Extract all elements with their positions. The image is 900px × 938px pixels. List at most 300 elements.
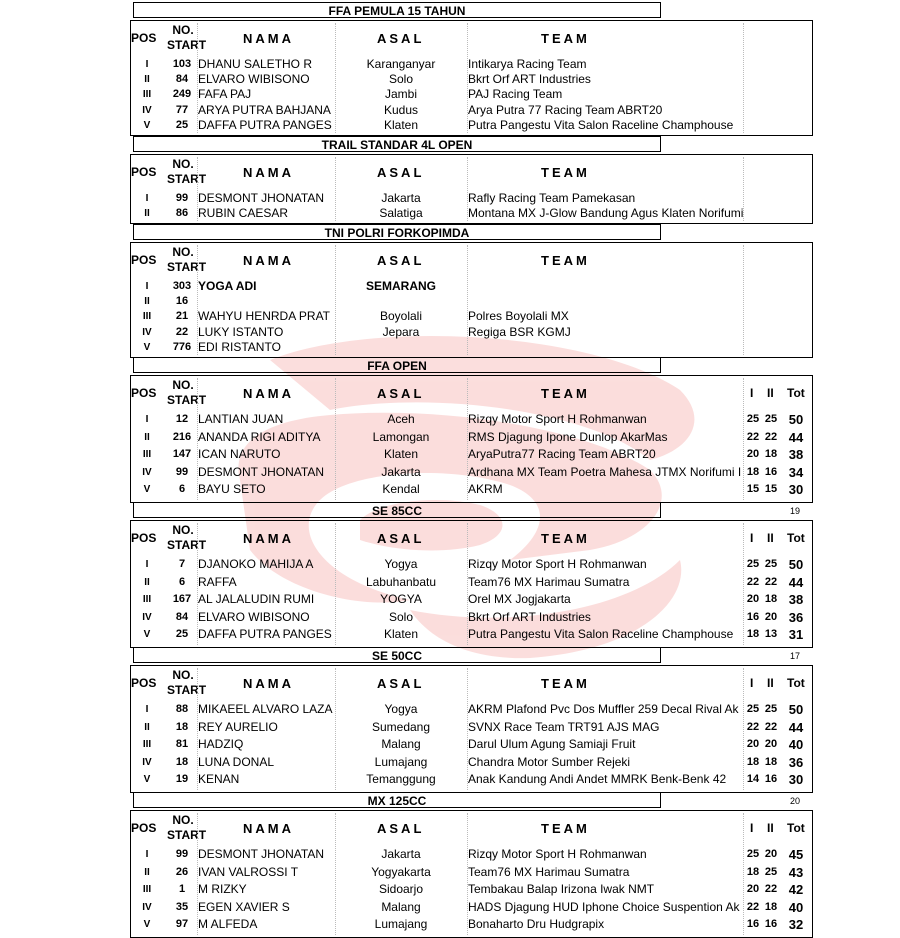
position-cell: III (142, 884, 152, 895)
position-cell: I (145, 704, 149, 715)
position-cell: III (142, 594, 152, 605)
table-row (131, 325, 812, 340)
heat1-score-cell: 14 (746, 773, 760, 785)
total-score-cell: 42 (788, 882, 804, 897)
start-number-cell: 16 (175, 295, 189, 308)
origin-cell: Kudus (383, 102, 419, 117)
origin-cell: Solo (388, 72, 414, 87)
table-row (131, 575, 812, 590)
rider-name-cell: MIKAEEL ALVARO LAZA (198, 702, 333, 716)
position-cell: V (143, 119, 151, 131)
team-cell: Bkrt Orf ART Industries (468, 72, 591, 87)
position-cell: II (144, 866, 150, 878)
origin-cell: Lamongan (372, 429, 430, 444)
col-start-label: START (167, 538, 207, 552)
rider-name-cell: BAYU SETO (198, 482, 266, 496)
position-cell: III (142, 89, 152, 101)
team-cell: Chandra Motor Sumber Rejeki (468, 754, 631, 769)
team-cell: Tembakau Balap Irizona Iwak NMT (468, 882, 655, 896)
col-heat1-header: I (750, 531, 754, 545)
origin-cell: Sumedang (371, 719, 431, 734)
start-number-cell: 97 (175, 918, 189, 930)
col-heat1-header: I (750, 821, 754, 835)
position-cell: II (144, 721, 150, 733)
col-no-label: NO. (172, 23, 194, 37)
heat1-score-cell: 25 (746, 558, 760, 570)
col-heat2-header: II (767, 531, 774, 545)
origin-cell: YOGYA (380, 592, 422, 606)
start-number-cell: 35 (175, 900, 189, 913)
heat2-score-cell: 20 (764, 848, 778, 860)
start-number-cell: 99 (175, 848, 189, 860)
table-row (131, 847, 812, 862)
section-title: SE 50CC (133, 647, 661, 663)
table-row (131, 279, 812, 294)
col-heat1-header: I (750, 676, 754, 690)
origin-cell: Temanggung (366, 772, 436, 786)
heat2-score-cell: 25 (764, 703, 778, 715)
col-asal-header: ASAL (377, 165, 425, 180)
rider-name-cell: RUBIN CAESAR (198, 206, 289, 221)
col-heat2-header: II (767, 821, 774, 835)
origin-cell: Jepara (382, 324, 420, 339)
table-row (131, 720, 812, 735)
table-row (131, 57, 812, 72)
results-table (130, 520, 813, 648)
col-total-header: Tot (787, 676, 805, 690)
heat1-score-cell: 18 (746, 465, 760, 478)
table-row (131, 917, 812, 932)
table-row (131, 191, 812, 206)
team-cell: Arya Putra 77 Racing Team ABRT20 (468, 102, 663, 117)
table-row (131, 702, 812, 717)
heat1-score-cell: 22 (746, 720, 760, 733)
team-cell: Intikarya Racing Team (468, 57, 587, 71)
rider-name-cell: DAFFA PUTRA PANGES (198, 627, 332, 641)
team-cell: HADS Djagung HUD Iphone Choice Suspention Ak (468, 899, 740, 914)
start-number-cell: 21 (175, 310, 189, 323)
table-header (131, 521, 812, 555)
position-cell: IV (142, 756, 152, 768)
start-number-cell: 25 (175, 118, 189, 131)
col-no-label: NO. (172, 523, 194, 537)
start-number-cell: 84 (175, 73, 189, 86)
start-number-cell: 12 (175, 413, 189, 425)
table-row (131, 627, 812, 642)
position-cell: II (144, 576, 150, 588)
position-cell: IV (142, 901, 152, 913)
position-cell: I (145, 849, 149, 860)
start-number-cell: 6 (178, 483, 186, 495)
position-cell: I (145, 559, 149, 570)
heat2-score-cell: 25 (764, 558, 778, 570)
table-row (131, 294, 812, 309)
rider-name-cell: LUKY ISTANTO (198, 324, 284, 339)
heat2-score-cell: 18 (764, 448, 778, 460)
table-row (131, 865, 812, 880)
table-row (131, 465, 812, 480)
col-no-start-header (167, 23, 207, 53)
results-table (130, 810, 813, 938)
start-number-cell: 84 (175, 610, 189, 623)
team-cell: Polres Boyolali MX (468, 309, 569, 324)
team-cell: AryaPutra77 Racing Team ABRT20 (468, 447, 656, 461)
start-number-cell: 18 (175, 720, 189, 733)
heat2-score-cell: 22 (764, 720, 778, 733)
start-number-cell: 26 (175, 865, 189, 878)
table-header (131, 155, 812, 189)
origin-cell: Solo (388, 609, 414, 624)
position-cell: II (144, 296, 150, 308)
col-no-label: NO. (172, 378, 194, 392)
heat1-score-cell: 20 (746, 883, 760, 895)
col-total-header: Tot (787, 531, 805, 545)
team-cell: Rafly Racing Team Pamekasan (468, 191, 636, 205)
start-number-cell: 25 (175, 628, 189, 640)
col-asal-header: ASAL (377, 253, 425, 268)
heat2-score-cell: 18 (764, 900, 778, 913)
col-heat2-header: II (767, 386, 774, 400)
col-asal-header: ASAL (377, 386, 425, 401)
heat1-score-cell: 16 (746, 610, 760, 623)
rider-name-cell: IVAN VALROSSI T (198, 864, 299, 879)
position-cell: II (144, 208, 150, 220)
position-cell: IV (142, 326, 152, 338)
section-count-badge: 19 (790, 506, 801, 516)
rider-name-cell: KENAN (198, 772, 240, 786)
table-row (131, 430, 812, 445)
heat2-score-cell: 25 (764, 413, 778, 425)
position-cell: IV (142, 611, 152, 623)
origin-cell: Malang (381, 737, 421, 751)
col-no-start-header (167, 378, 207, 408)
col-start-label: START (167, 38, 207, 52)
col-start-label: START (167, 828, 207, 842)
section-title: MX 125CC (133, 792, 661, 808)
rider-name-cell: ICAN NARUTO (198, 447, 281, 461)
section-title: FFA OPEN (133, 357, 661, 373)
start-number-cell: 86 (175, 207, 189, 220)
table-row (131, 482, 812, 497)
results-table (130, 242, 813, 358)
col-no-label: NO. (172, 245, 194, 259)
col-start-label: START (167, 683, 207, 697)
heat2-score-cell: 15 (764, 483, 778, 495)
origin-cell: Yogyakarta (371, 864, 431, 879)
total-score-cell: 32 (788, 917, 804, 932)
section-count-badge: 17 (790, 651, 801, 661)
start-number-cell: 1 (178, 883, 186, 895)
heat2-score-cell: 18 (764, 593, 778, 605)
heat2-score-cell: 13 (764, 628, 778, 640)
table-row (131, 87, 812, 102)
col-nama-header: NAMA (243, 821, 294, 836)
rider-name-cell: DHANU SALETHO R (198, 57, 313, 71)
heat1-score-cell: 18 (746, 755, 760, 768)
heat1-score-cell: 15 (746, 483, 760, 495)
col-no-start-header (167, 668, 207, 698)
total-score-cell: 40 (788, 737, 804, 752)
heat2-score-cell: 22 (764, 430, 778, 443)
origin-cell: Malang (381, 899, 421, 914)
total-score-cell: 50 (788, 412, 804, 427)
col-pos-header: POS (131, 676, 157, 690)
col-pos-header: POS (131, 821, 157, 835)
total-score-cell: 34 (788, 464, 804, 480)
table-row (131, 447, 812, 462)
total-score-cell: 45 (788, 847, 804, 862)
col-pos-header: POS (131, 531, 157, 545)
col-nama-header: NAMA (243, 253, 294, 268)
start-number-cell: 216 (172, 430, 192, 443)
rider-name-cell: REY AURELIO (198, 719, 278, 734)
total-score-cell: 31 (788, 627, 804, 642)
position-cell: IV (142, 104, 152, 116)
team-cell: PAJ Racing Team (468, 87, 563, 102)
origin-cell: Klaten (383, 627, 419, 641)
total-score-cell: 44 (788, 574, 804, 590)
start-number-cell: 167 (172, 593, 192, 605)
rider-name-cell: AL JALALUDIN RUMI (198, 592, 315, 606)
col-asal-header: ASAL (377, 31, 425, 46)
col-pos-header: POS (131, 165, 157, 179)
rider-name-cell: EGEN XAVIER S (198, 899, 290, 914)
heat1-score-cell: 22 (746, 430, 760, 443)
start-number-cell: 303 (172, 280, 192, 292)
rider-name-cell: FAFA PAJ (198, 87, 252, 102)
heat2-score-cell: 16 (764, 773, 778, 785)
col-asal-header: ASAL (377, 676, 425, 691)
rider-name-cell: ANANDA RIGI ADITYA (198, 429, 321, 444)
col-pos-header: POS (131, 31, 157, 45)
heat2-score-cell: 16 (764, 465, 778, 478)
section-title: TRAIL STANDAR 4L OPEN (133, 136, 661, 152)
col-nama-header: NAMA (243, 531, 294, 546)
table-header (131, 376, 812, 410)
team-cell: Bkrt Orf ART Industries (468, 609, 591, 624)
position-cell: V (143, 484, 151, 495)
team-cell: Orel MX Jogjakarta (468, 592, 571, 606)
rider-name-cell: RAFFA (198, 574, 237, 589)
col-team-header: TEAM (541, 31, 590, 46)
position-cell: III (142, 449, 152, 460)
origin-cell: Aceh (387, 412, 415, 426)
total-score-cell: 36 (788, 754, 804, 770)
start-number-cell: 77 (175, 103, 189, 116)
table-row (131, 737, 812, 752)
rider-name-cell: EDI RISTANTO (198, 339, 281, 354)
start-number-cell: 18 (175, 755, 189, 768)
col-nama-header: NAMA (243, 31, 294, 46)
position-cell: V (143, 774, 151, 785)
col-team-header: TEAM (541, 386, 590, 401)
origin-cell: Lumajang (374, 917, 428, 931)
origin-cell: Salatiga (379, 206, 423, 221)
team-cell: Regiga BSR KGMJ (468, 324, 571, 339)
table-row (131, 206, 812, 221)
position-cell: III (142, 739, 152, 750)
start-number-cell: 776 (172, 340, 192, 353)
rider-name-cell: ELVARO WIBISONO (198, 72, 310, 87)
table-row (131, 309, 812, 324)
total-score-cell: 50 (788, 702, 804, 717)
heat2-score-cell: 25 (764, 865, 778, 878)
heat2-score-cell: 20 (764, 738, 778, 750)
table-header (131, 243, 812, 277)
team-cell: Darul Ulum Agung Samiaji Fruit (468, 737, 636, 751)
table-row (131, 557, 812, 572)
total-score-cell: 50 (788, 557, 804, 572)
position-cell: I (145, 281, 149, 292)
rider-name-cell: WAHYU HENRDA PRAT (198, 309, 331, 324)
start-number-cell: 6 (178, 575, 186, 588)
rider-name-cell: DAFFA PUTRA PANGES (198, 117, 332, 132)
origin-cell: Karanganyar (366, 57, 436, 71)
section-title: FFA PEMULA 15 TAHUN (133, 2, 661, 18)
position-cell: I (145, 59, 149, 70)
origin-cell: Labuhanbatu (365, 574, 437, 589)
start-number-cell: 81 (175, 738, 189, 750)
heat1-score-cell: 20 (746, 448, 760, 460)
table-row (131, 882, 812, 897)
rider-name-cell: DESMONT JHONATAN (198, 464, 325, 479)
section-count-badge: 20 (790, 796, 801, 806)
heat1-score-cell: 16 (746, 918, 760, 930)
position-cell: II (144, 431, 150, 443)
total-score-cell: 44 (788, 429, 804, 445)
start-number-cell: 7 (178, 558, 186, 570)
col-pos-header: POS (131, 253, 157, 267)
heat1-score-cell: 22 (746, 900, 760, 913)
table-header (131, 21, 812, 55)
team-cell: SVNX Race Team TRT91 AJS MAG (468, 719, 660, 734)
team-cell: Rizqy Motor Sport H Rohmanwan (468, 412, 647, 426)
col-team-header: TEAM (541, 676, 590, 691)
col-asal-header: ASAL (377, 531, 425, 546)
section-title: SE 85CC (133, 502, 661, 518)
heat1-score-cell: 25 (746, 703, 760, 715)
origin-cell: Jambi (384, 87, 417, 102)
team-cell: Ardhana MX Team Poetra Mahesa JTMX Norifumi I (468, 464, 742, 479)
col-no-label: NO. (172, 157, 194, 171)
origin-cell: Klaten (383, 117, 419, 132)
origin-cell: Kendal (382, 482, 420, 496)
team-cell: Rizqy Motor Sport H Rohmanwan (468, 847, 647, 861)
start-number-cell: 99 (175, 192, 189, 204)
heat1-score-cell: 20 (746, 738, 760, 750)
table-header (131, 811, 812, 845)
position-cell: V (143, 919, 151, 930)
col-no-label: NO. (172, 668, 194, 682)
col-team-header: TEAM (541, 821, 590, 836)
heat1-score-cell: 25 (746, 413, 760, 425)
position-cell: V (143, 341, 151, 353)
total-score-cell: 38 (788, 447, 804, 462)
rider-name-cell: YOGA ADI (198, 279, 257, 293)
table-row (131, 103, 812, 118)
col-team-header: TEAM (541, 531, 590, 546)
origin-cell: Lumajang (374, 754, 428, 769)
position-cell: III (142, 311, 152, 323)
col-pos-header: POS (131, 386, 157, 400)
col-no-start-header (167, 157, 207, 187)
table-row (131, 610, 812, 625)
col-nama-header: NAMA (243, 386, 294, 401)
team-cell: Bonaharto Dru Hudgrapix (468, 917, 605, 931)
origin-cell: Sidoarjo (378, 882, 424, 896)
start-number-cell: 99 (175, 465, 189, 478)
col-asal-header: ASAL (377, 821, 425, 836)
start-number-cell: 19 (175, 773, 189, 785)
origin-cell: Jakarta (381, 191, 421, 205)
start-number-cell: 22 (175, 325, 189, 338)
origin-cell: SEMARANG (365, 279, 436, 293)
heat2-score-cell: 22 (764, 575, 778, 588)
team-cell: AKRM Plafond Pvc Dos Muffler 259 Decal Rival Ak (468, 702, 739, 716)
col-no-start-header (167, 813, 207, 843)
origin-cell: Klaten (383, 447, 419, 461)
rider-name-cell: DESMONT JHONATAN (198, 191, 325, 205)
col-start-label: START (167, 260, 207, 274)
col-total-header: Tot (787, 821, 805, 835)
heat1-score-cell: 20 (746, 593, 760, 605)
table-row (131, 755, 812, 770)
col-start-label: START (167, 393, 207, 407)
position-cell: V (143, 629, 151, 640)
table-row (131, 340, 812, 355)
results-table (130, 665, 813, 793)
team-cell: Rizqy Motor Sport H Rohmanwan (468, 557, 647, 571)
origin-cell: Boyolali (379, 309, 423, 324)
results-table (130, 375, 813, 503)
team-cell: Team76 MX Harimau Sumatra (468, 574, 630, 589)
table-row (131, 592, 812, 607)
rider-name-cell: DJANOKO MAHIJA A (198, 557, 314, 571)
team-cell: Team76 MX Harimau Sumatra (468, 864, 630, 879)
heat2-score-cell: 16 (764, 918, 778, 930)
team-cell: Putra Pangestu Vita Salon Raceline Champhouse (468, 117, 734, 132)
col-heat2-header: II (767, 676, 774, 690)
rider-name-cell: LANTIAN JUAN (198, 412, 284, 426)
team-cell: AKRM (468, 482, 503, 496)
origin-cell: Yogya (384, 557, 418, 571)
col-no-start-header (167, 523, 207, 553)
heat2-score-cell: 22 (764, 883, 778, 895)
col-team-header: TEAM (541, 253, 590, 268)
origin-cell: Yogya (384, 702, 418, 716)
rider-name-cell: DESMONT JHONATAN (198, 847, 325, 861)
total-score-cell: 40 (788, 899, 804, 915)
table-row (131, 118, 812, 133)
section-title: TNI POLRI FORKOPIMDA (133, 224, 661, 240)
heat2-score-cell: 20 (764, 610, 778, 623)
col-team-header: TEAM (541, 165, 590, 180)
team-cell: Putra Pangestu Vita Salon Raceline Champhouse (468, 627, 734, 641)
col-total-header: Tot (787, 386, 805, 400)
heat1-score-cell: 22 (746, 575, 760, 588)
position-cell: I (145, 414, 149, 425)
rider-name-cell: LUNA DONAL (198, 754, 275, 769)
table-row (131, 900, 812, 915)
total-score-cell: 36 (788, 609, 804, 625)
table-row (131, 772, 812, 787)
rider-name-cell: M RIZKY (198, 882, 247, 896)
heat1-score-cell: 18 (746, 628, 760, 640)
results-table (130, 20, 813, 136)
start-number-cell: 249 (172, 88, 192, 101)
rider-name-cell: ELVARO WIBISONO (198, 609, 310, 624)
total-score-cell: 38 (788, 592, 804, 607)
